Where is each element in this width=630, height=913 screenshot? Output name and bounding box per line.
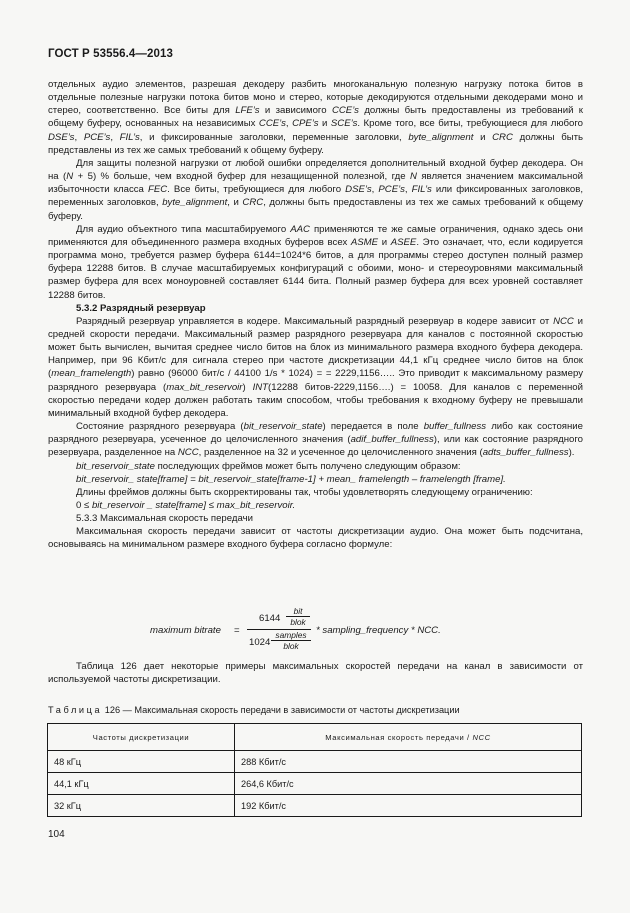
formula-den-frac-top: samples	[275, 630, 307, 640]
constraint-line: 0 ≤ bit_reservoir _ state[frame] ≤ max_bit_reservoir.	[76, 500, 296, 511]
table-header-cell: Частоты дискретизации	[48, 724, 235, 751]
formula-num-frac-bottom: blok	[286, 616, 310, 627]
table-cell: 44,1 кГц	[48, 773, 235, 795]
formula-equals: =	[234, 625, 240, 636]
formula-label: maximum bitrate	[150, 625, 221, 636]
bitrate-table	[47, 723, 582, 817]
body-text-after-formula	[48, 660, 583, 686]
formula-tail: * sampling_frequency * NCC.	[316, 625, 441, 636]
table-row	[48, 751, 582, 773]
section-heading-5-3-2: 5.3.2 Разрядный резервуар	[76, 302, 206, 314]
page-number: 104	[48, 829, 65, 840]
formula-num-frac-top: bit	[293, 606, 303, 616]
table-row	[48, 773, 582, 795]
paragraph: отдельных аудио элементов, разрешая декодеру разбить многоканальную полезную нагрузку потока битов в отдельные полезные нагрузки потока битов моно и стерео, которые декодируются отдельными декодерами моно и стерео, соответственно. Все биты для LFE’s и зависимого CCE’s должны быть предоставлены из требований к общему буферу, основанных на независимых CCE’s, CPE’s и SCE’s. Кроме того, все биты, требующиеся для любого DSE’s, PCE’s, FIL’s, и фиксированные заголовки, переменные заголовки, byte_alignment и CRC должны быть представлены из тех же самых требований к общему буферу.	[48, 79, 583, 156]
max-bitrate-formula	[150, 606, 470, 654]
table-cell: 192 Кбит/с	[235, 795, 582, 817]
paragraph: Максимальная скорость передачи зависит от частоты дискретизации аудио. Она может быть подсчитана, основываясь на минимальном размере входного буфера согласно формуле:	[48, 526, 583, 551]
table-cell: 32 кГц	[48, 795, 235, 817]
formula-denominator: 1024	[249, 637, 271, 648]
paragraph: Состояние разрядного резервуара (bit_reservoir_state) передается в поле buffer_fullness либо как состояние разрядного резервуара, усеченное до целочисленного значения (adif_buffer_fullness), или как состояние разрядного резервуара, разделенное на NCC, разделенное на 32 и усеченное до целочисленного значения (adts_buffer_fullness).	[48, 421, 583, 459]
formula-num-fraction	[286, 606, 310, 627]
table-cell: 288 Кбит/с	[235, 751, 582, 773]
paragraph: Разрядный резервуар управляется в кодере. Максимальный разрядный резервуар в кодере зависит от NCC и средней скорости передачи. Максимальный размер разрядного резервуара для каналов с постоянной скоростью может быть вычислен, вычитая среднее число битов на блок из минимального размера входного буфера декодера. Например, при 96 Кбит/с для сигнала стерео при частоте дискретизации 44,1 кГц среднее число битов на блок (mean_framelength) равно (96000 бит/с / 44100 1/s * 1024) = = 2229,1156….. Это приводит к максимальному размеру разрядного резервуара (max_bit_reservoir) INT(12288 битов-2229,1156….) = 10058. Для каналов с переменной скоростью передачи кодер должен работать таким способом, чтобы требования к входному буферу не превышали минимальный входной буфер декодера.	[48, 315, 583, 419]
paragraph: Длины фреймов должны быть скорректированы так, чтобы удовлетворять следующему ограничению:	[76, 486, 533, 498]
formula-numerator: 6144	[259, 613, 281, 624]
paragraph: Для аудио объектного типа масштабируемого AAC применяются те же самые ограничения, однако здесь они применяются для объединенного размера входных буферов всех ASME и ASEE. Это означает, что, если кодируется программа моно, требуется размер буфера 6144=1024*6 битов, а для программы стерео доступен полный размер буфера 12288 битов. В случае масштабируемых конфигураций с обоими, моно- и стереоуровнями максимальный размер буфера для всех моноуровней составляет 6144 бита. Полный размер буфера для всех уровней составляет 12288 битов.	[48, 223, 583, 301]
body-text	[48, 78, 583, 552]
formula-line: bit_reservoir_ state[frame] = bit_reservoir_state[frame-1] + mean_ framelength – framelength [frame].	[76, 473, 506, 485]
standard-header: ГОСТ Р 53556.4—2013	[48, 48, 173, 60]
table-row	[48, 795, 582, 817]
table-cell: 264,6 Кбит/с	[235, 773, 582, 795]
paragraph: Таблица 126 дает некоторые примеры максимальных скоростей передачи на канал в зависимости от используемой частоты дискретизации.	[48, 661, 583, 686]
formula-den-fraction	[271, 630, 311, 651]
table-header-cell: Максимальная скорость передачи / NCC	[235, 724, 582, 751]
section-heading-5-3-3: 5.3.3 Максимальная скорость передачи	[76, 513, 253, 525]
paragraph: Для защиты полезной нагрузки от любой ошибки определяется дополнительный входной буфер декодера. Он на (N + 5) % больше, чем входной буфер для незащищенной полезной, где N является значением максимальной избыточности класса FEC. Все биты, требующиеся для любого DSE’s, PCE’s, FIL’s или фиксированных заголовков, переменных заголовков, byte_alignment, и CRC, должны быть предоставлены из тех же самых требований к общему буферу.	[48, 157, 584, 222]
formula-den-frac-bottom: blok	[271, 640, 311, 651]
paragraph: bit_reservoir_state последующих фреймов может быть получено следующим образом:	[76, 460, 461, 472]
table-cell: 48 кГц	[48, 751, 235, 773]
table-caption: Таблица 126 — Максимальная скорость передачи в зависимости от частоты дискретизации	[48, 705, 460, 715]
